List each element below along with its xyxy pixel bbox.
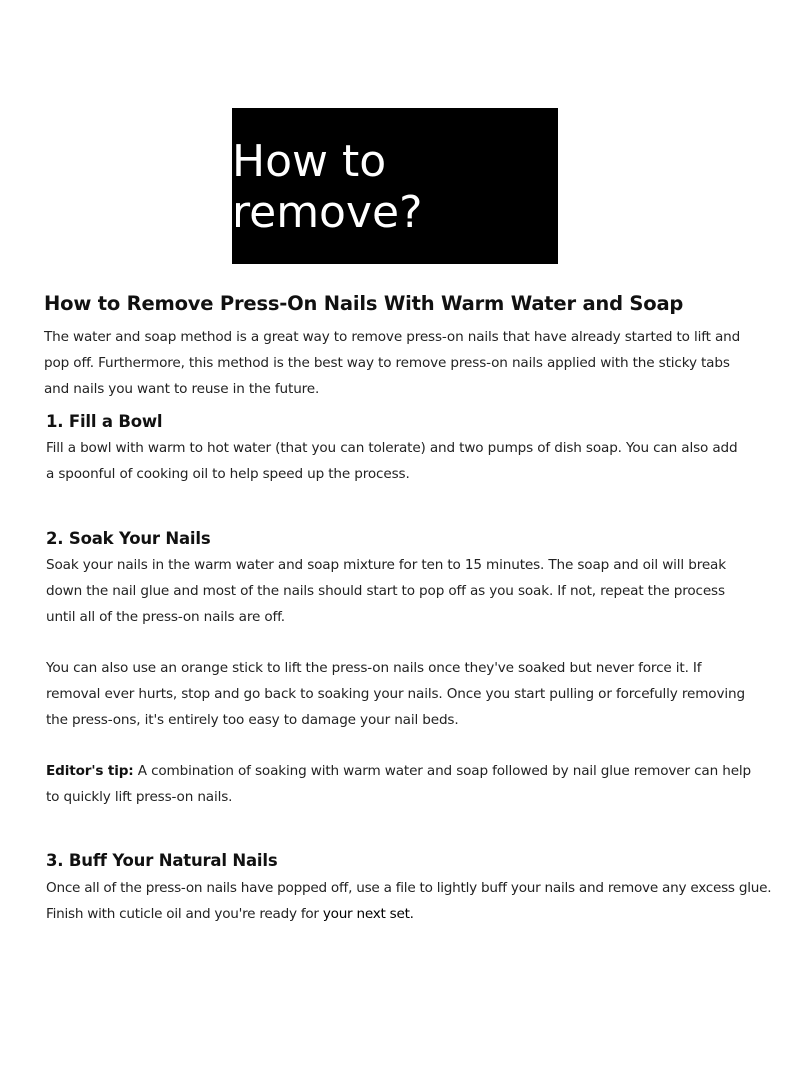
step-3-text: Once all of the press-on nails have popped off, use a file to lightly buff your nails and remove any excess glue. Finish with cuticle oil and you're ready for xyxy=(46,880,772,922)
editors-tip-label: Editor's tip: xyxy=(46,763,134,779)
step-2-paragraph-2: You can also use an orange stick to lift the press-on nails once they've soaked but never force it. If removal ever hurts, stop and go back to soaking your nails. Once you start pulling or forcefully removing the press-ons, it's entirely too easy to damage your nail beds. xyxy=(46,660,745,728)
banner-title: How to remove? xyxy=(232,136,423,238)
editors-tip xyxy=(46,759,751,811)
page-title: How to Remove Press-On Nails With Warm Water and Soap xyxy=(44,292,684,315)
step-3-paragraph xyxy=(46,876,786,928)
next-set-link[interactable]: your next set. xyxy=(322,905,414,922)
step-3-heading: 3. Buff Your Natural Nails xyxy=(46,851,278,870)
intro-paragraph: The water and soap method is a great way to remove press-on nails that have already started to lift and pop off. Furthermore, this method is the best way to remove press-on nails applied with the sticky tabs and nails you want to reuse in the future. xyxy=(44,329,741,397)
editors-tip-text: A combination of soaking with warm water and soap followed by nail glue remover can help to quickly lift press-on nails. xyxy=(46,763,752,805)
hero-banner xyxy=(232,108,558,264)
step-2-paragraph-1: Soak your nails in the warm water and soap mixture for ten to 15 minutes. The soap and oil will break down the nail glue and most of the nails should start to pop off as you soak. If not, repeat the process until all of the press-on nails are off. xyxy=(46,557,726,625)
step-2-heading: 2. Soak Your Nails xyxy=(46,529,211,548)
step-1-heading: 1. Fill a Bowl xyxy=(46,412,163,431)
step-1-paragraph: Fill a bowl with warm to hot water (that you can tolerate) and two pumps of dish soap. You can also add a spoonful of cooking oil to help speed up the process. xyxy=(46,440,738,482)
